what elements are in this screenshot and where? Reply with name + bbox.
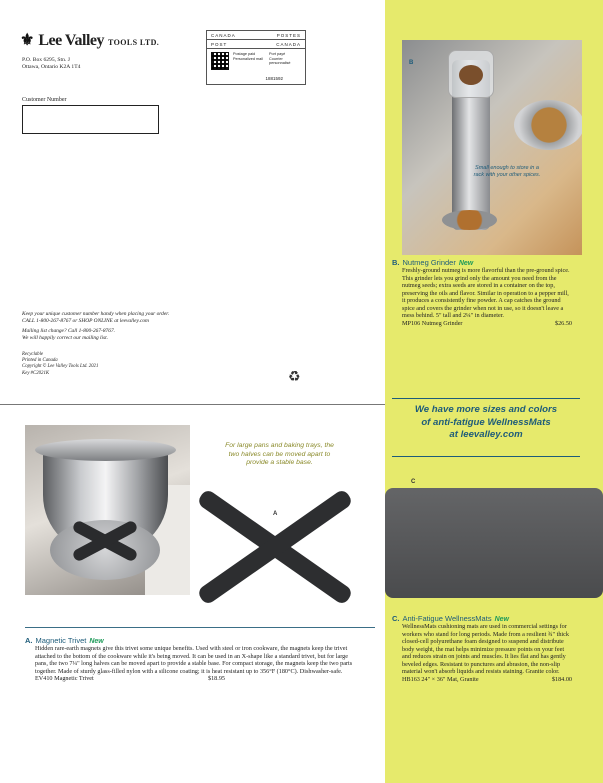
printed-text: Printed in Canada (22, 358, 58, 364)
postage-canada-2: CANADA (276, 42, 301, 47)
promo-line-1: We have more sizes and colors (414, 404, 558, 415)
trivet-price: $18.95 (207, 675, 225, 682)
mat-title: Anti-Fatigue WellnessMats (402, 614, 492, 623)
logo-subtitle: TOOLS LTD. (108, 38, 160, 47)
new-badge: New (458, 260, 474, 267)
new-badge: New (494, 616, 509, 623)
divider (25, 627, 375, 628)
wellness-mat-image (385, 488, 603, 598)
address-line-1: P.O. Box 6295, Stn. J (22, 57, 70, 63)
mat-body: WellnessMats cushioning mats are used in commercial settings for workers who stand for long periods. Made from a resilient ¾" thick closed-cell polyurethane foam designed to suspend and distribute body weight, the mat helps minimize pressure points on your feet and reduces strain on joints and muscles. It lies flat and has gently beveled edges. Resistant to punctures and abrasion, the non-slip material won't absorb liquids and resists staining. Granite color. (402, 623, 569, 675)
grinder-price: $26.50 (554, 319, 572, 327)
note-mailing-change: Mailing list change? Call 1-800-267-8767. (22, 328, 115, 334)
mailer-panel (0, 0, 385, 405)
recycle-icon: ♻ (288, 369, 301, 385)
postage-indicia (206, 30, 306, 85)
nutmeg-grinder-photo (402, 40, 582, 255)
promo-line-3: at leevalley.com (449, 429, 523, 440)
promo-rule-bottom (392, 456, 580, 457)
postage-post: POST (211, 42, 228, 47)
mat-price: $184.00 (551, 675, 572, 683)
mat-letter: C. (392, 614, 400, 623)
grinder-tag: B (409, 60, 414, 66)
promo-text (392, 398, 580, 442)
note-correct-list: We will happily correct our mailing list. (22, 335, 108, 341)
courrier-personnalise: Courrier personnalisé (269, 56, 291, 66)
trivet-product-image (185, 480, 360, 620)
logo-name: Lee Valley (38, 32, 105, 49)
trivet-photo (25, 425, 190, 595)
grinder-caption: Small enough to store in a rack with your other spices. (473, 165, 541, 178)
copyright-text: Copyright © Lee Valley Tools Ltd. 2021 (22, 364, 99, 370)
grinder-letter: B. (392, 258, 400, 267)
note-call-shop: CALL 1-800-267-8767 or SHOP ONLINE at leevalley.com (22, 318, 149, 324)
trivet-title: Magnetic Trivet (35, 636, 87, 645)
grinder-sku: MP106 Nutmeg Grinder (402, 319, 463, 327)
personalized-mail: Personalized mail (233, 56, 263, 61)
grinder-description (392, 258, 572, 327)
trivet-caption: For large pans and baking trays, the two halves can be moved apart to provide a stable base. (225, 442, 334, 466)
postage-number: 1881592 (265, 76, 283, 81)
return-address (22, 57, 80, 71)
note-customer-number: Keep your unique customer number handy when placing your order. (22, 311, 170, 317)
customer-number-box (22, 105, 159, 134)
mat-tag: C (411, 479, 416, 485)
promo-line-2: of anti-fatigue WellnessMats (421, 416, 551, 428)
postage-postes: POSTES (276, 33, 301, 38)
grinder-body: Freshly-ground nutmeg is more flavorful than the pre-ground spice. This grinder lets you grind only the amount you need from the nutmeg seeds; extra seeds are stored in a container on the top, preserving the oils and flavor. Similar in operation to a pepper mill, it produces a consistently fine powder. A cap catches the ground spice and covers the grinder when not in use, so it doesn't leave a mess behind. 5" tall and 2¼" in diameter. (402, 267, 570, 319)
mailer-fineprint (22, 352, 98, 377)
mat-sku: HB163 24" × 36" Mat, Granite (402, 675, 479, 683)
grinder-title: Nutmeg Grinder (402, 258, 456, 267)
trivet-description (25, 636, 360, 683)
address-line-2: Ottawa, Ontario K2A 1T4 (22, 64, 81, 70)
postage-paid: Postage paid (233, 52, 256, 56)
trivet-sku: EV410 Magnetic Trivet (35, 675, 94, 682)
recyclable-text: Recyclable (22, 352, 44, 357)
new-badge: New (89, 638, 104, 645)
fleur-de-lis-icon: ⚜ (20, 32, 35, 49)
qr-code-icon (211, 52, 229, 70)
port-paye: Port payé (269, 52, 286, 56)
trivet-body: Hidden rare-earth magnets give this trivet some unique benefits. Used with steel or iron cookware, the magnets keep the trivet attached to the bottom of the cookware while it's being moved. It can be used in an X-shape like a standard trivet, but for large pans, the two 7¼" long halves can be moved apart to provide a stable base. For compact storage, the magnets keep the two parts together. Made of sturdy glass-filled nylon with a silicone coating; it is heat resistant up to 356°F (180°C). Dishwasher-safe. (35, 645, 353, 675)
trivet-letter: A. (25, 636, 33, 645)
trivet-tag: A (273, 511, 278, 517)
mailer-notes (22, 311, 169, 342)
customer-number-label: Customer Number (22, 97, 67, 103)
postage-canada: CANADA (211, 33, 236, 38)
lee-valley-logo (20, 30, 159, 50)
mat-description (392, 614, 572, 683)
key-text: Key #C2021K (22, 370, 50, 376)
